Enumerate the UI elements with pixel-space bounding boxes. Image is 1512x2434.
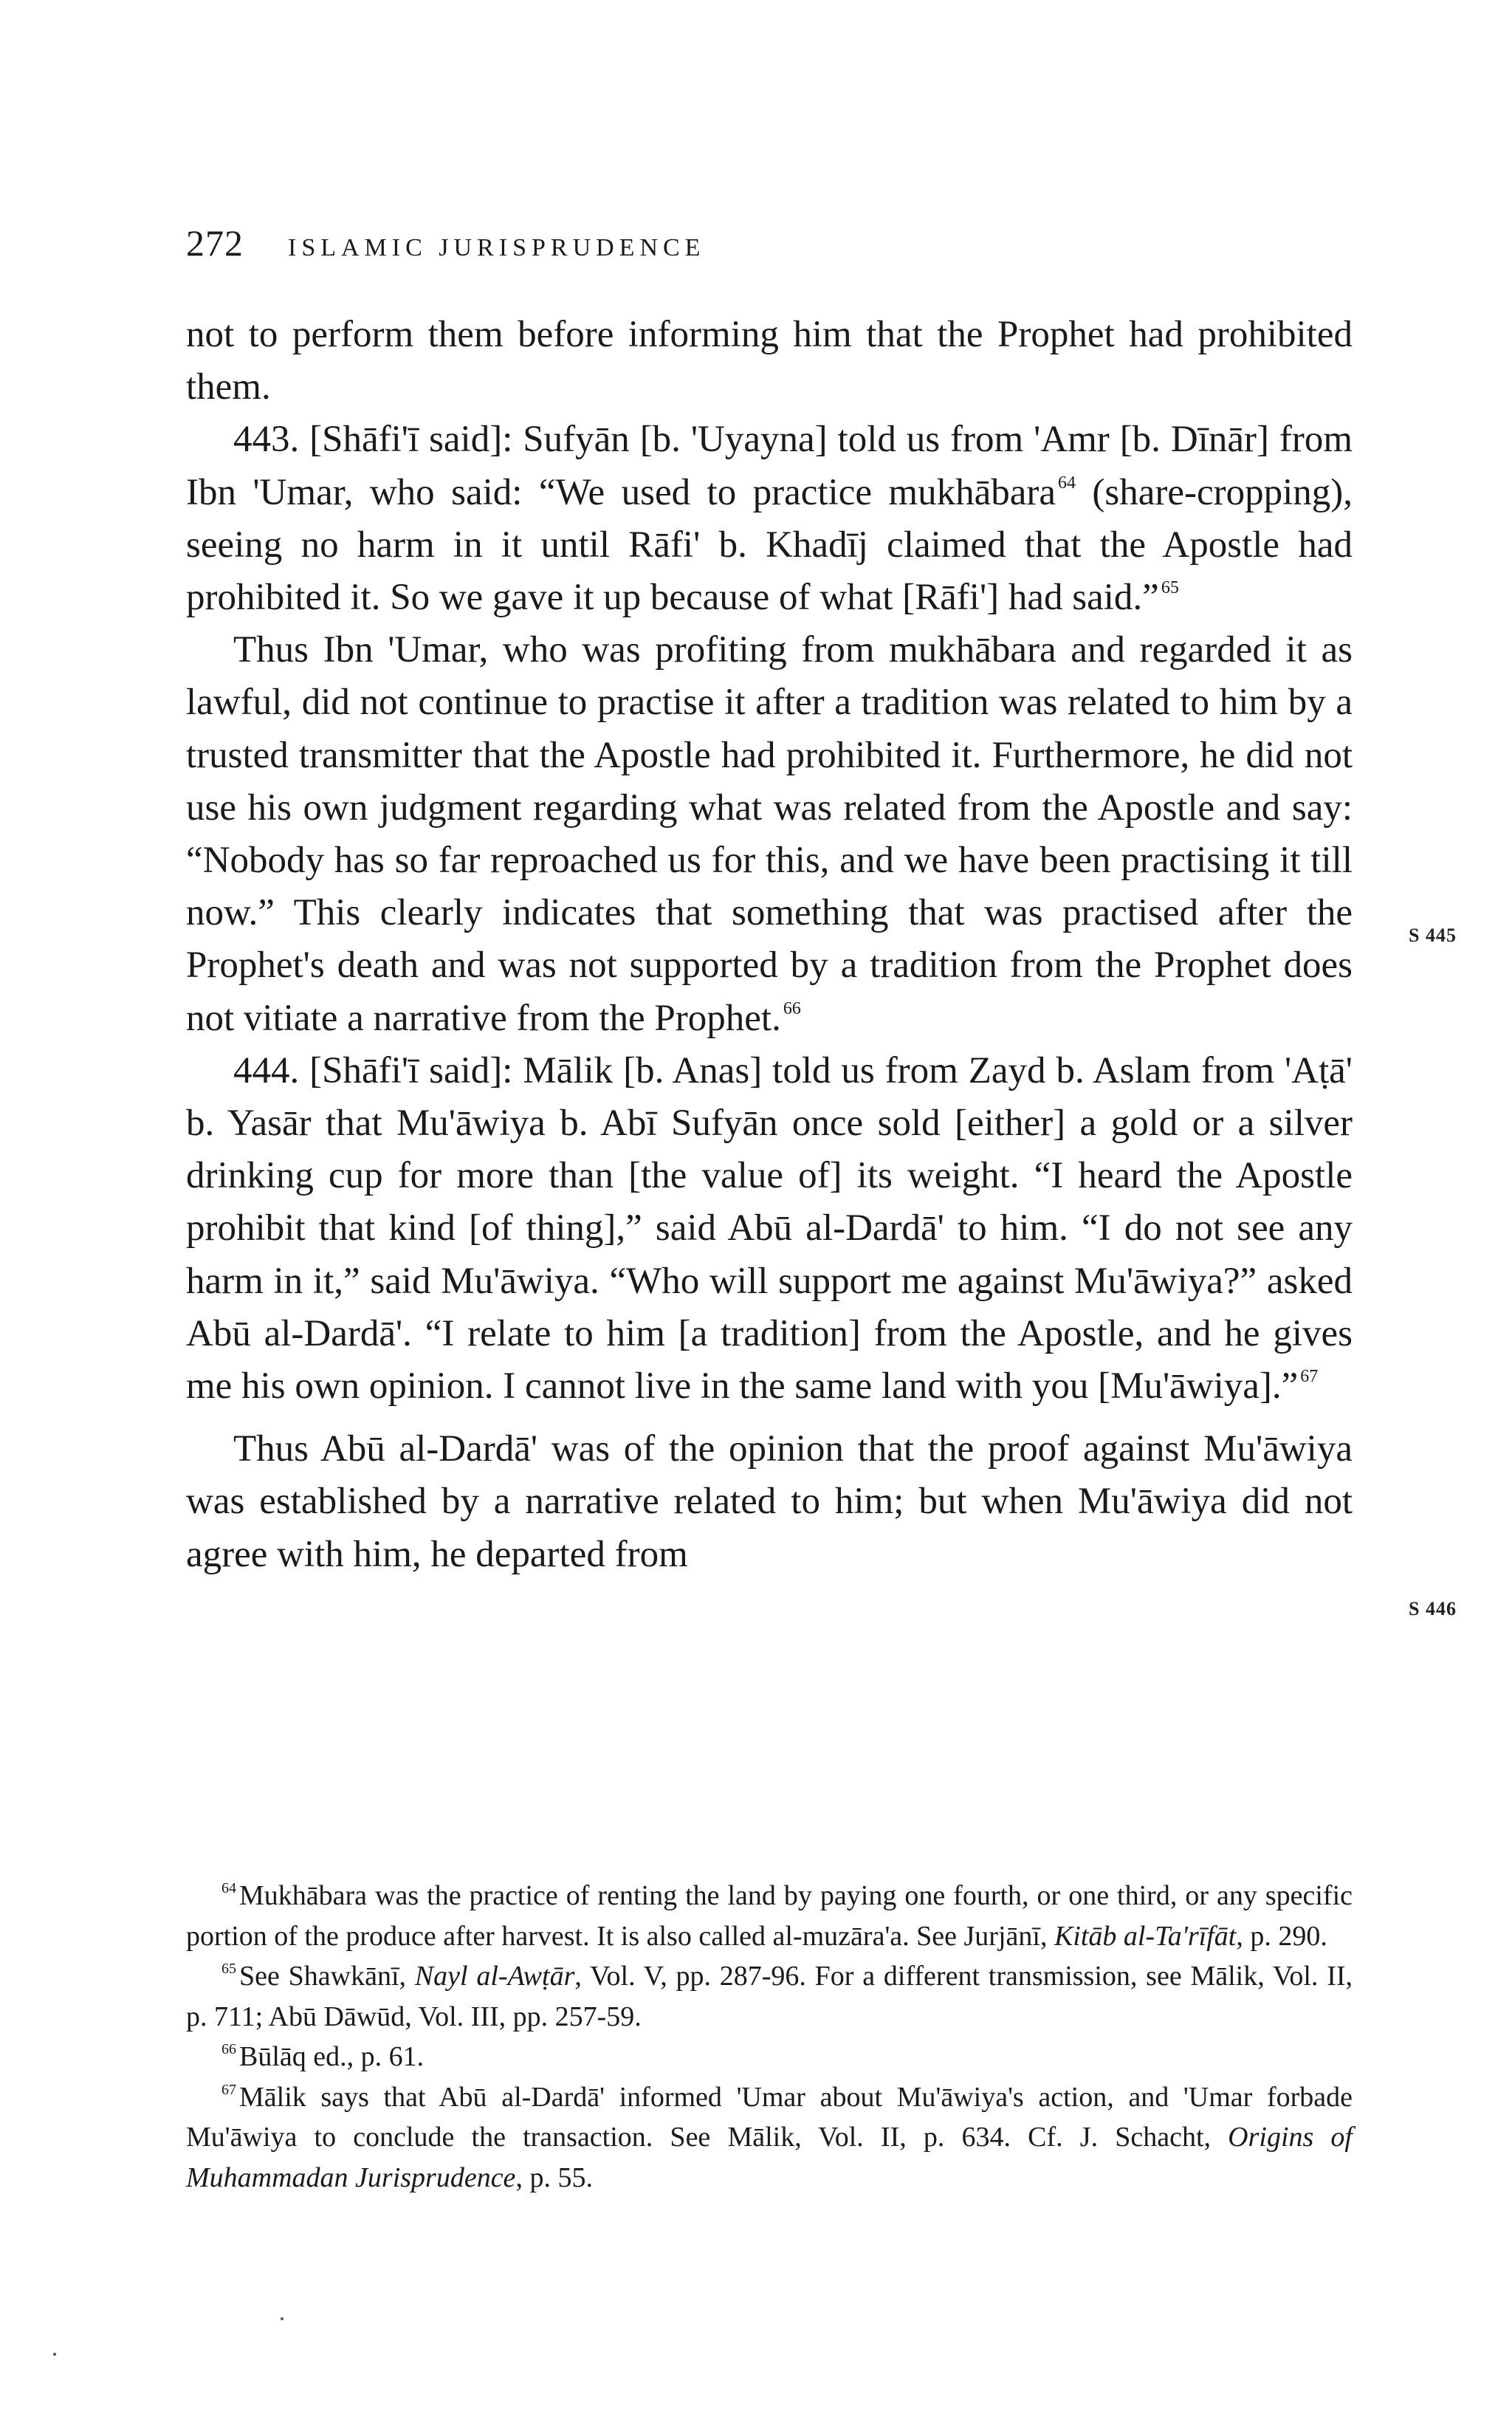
page-header	[186, 222, 705, 266]
footnote-66: $^{66}$ Būlāq ed., p. 61.	[221, 2041, 425, 2072]
running-head: ISLAMIC JURISPRUDENCE	[288, 234, 706, 261]
paragraph: not to perform them before informing him that the Prophet had prohibited them.	[186, 314, 1353, 408]
footnote-67: $^{67}$ Mālik says that Abū al-Dardā' informed 'Umar about Mu'āwiya's action, and 'Umar forbade Mu'āwiya to conclude the transaction. See Mālik, Vol. II, p. 634. Cf. J. Schacht, Origins of Muhammadan Jurisprudence, p. 55.	[186, 2081, 1353, 2193]
scan-speck	[53, 2353, 56, 2356]
paragraph-443: 443. [Shāfi'ī said]: Sufyān [b. 'Uyayna] told us from 'Amr [b. Dīnār] from Ibn 'Umar, who said: “We used to practice mukhābara $^{64}$ (share-cropping), seeing no harm in it until Rāfi' b. Khadīj claimed that the Apostle had prohibited it. So we gave it up because of what [Rāfi'] had said.” $^{65}$	[186, 419, 1353, 619]
footnote-ref-64: 64	[1057, 473, 1076, 493]
footnote-ref-65: 65	[1161, 578, 1179, 598]
footnote-64: $^{64}$ Mukhābara was the practice of renting the land by paying one fourth, or one third, or any specific portion of the produce after harvest. It is also called al-muzāra'a. See Jurjānī, Kitāb al-Ta'rīfāt, p. 290.	[186, 1880, 1353, 1952]
paragraph-444: 444. [Shāfi'ī said]: Mālik [b. Anas] told us from Zayd b. Aslam from 'Aṭā' b. Yasār that Mu'āwiya b. Abī Sufyān once sold [either] a gold or a silver drinking cup for more than [the value of] its weight. “I heard the Apostle prohibit that kind [of thing],” said Abū al-Dardā' to him. “I do not see any harm in it,” said Mu'āwiya. “Who will support me against Mu'āwiya?” asked Abū al-Dardā'. “I relate to him [a tradition] from the Apostle, and he gives me his own opinion. I cannot live in the same land with you [Mu'āwiya].” $^{67}$	[186, 1049, 1353, 1408]
scan-speck	[281, 2317, 284, 2320]
main-text	[186, 309, 1353, 1581]
page-number: 272	[186, 222, 244, 264]
paragraph: Thus Abū al-Dardā' was of the opinion that the proof against Mu'āwiya was established by a narrative related to him; but when Mu'āwiya did not agree with him, he departed from	[186, 1428, 1353, 1575]
paragraph: Thus Ibn 'Umar, who was profiting from mukhābara and regarded it as lawful, did not continue to practise it after a tradition was related to him by a trusted transmitter that the Apostle had prohibited it. Furthermore, he did not use his own judgment regarding what was related from the Apostle and say: “Nobody has so far reproached us for this, and we have been practising it till now.” This clearly indicates that something that was practised after the Prophet's death and was not supported by a tradition from the Prophet does not vitiate a narrative from the Prophet. $^{66}$	[186, 629, 1353, 1039]
footnotes	[186, 1876, 1353, 2198]
footnote-ref-66: 66	[783, 998, 801, 1018]
margin-ref-s445: S 445	[1409, 925, 1457, 946]
footnote-ref-67: 67	[1300, 1367, 1319, 1387]
margin-ref-s446: S 446	[1409, 1598, 1457, 1619]
footnote-65: $^{65}$ See Shawkānī, Nayl al-Awṭār, Vol. V, pp. 287-96. For a different transmission, see Mālik, Vol. II, p. 711; Abū Dāwūd, Vol. III, pp. 257-59.	[186, 1961, 1353, 2032]
